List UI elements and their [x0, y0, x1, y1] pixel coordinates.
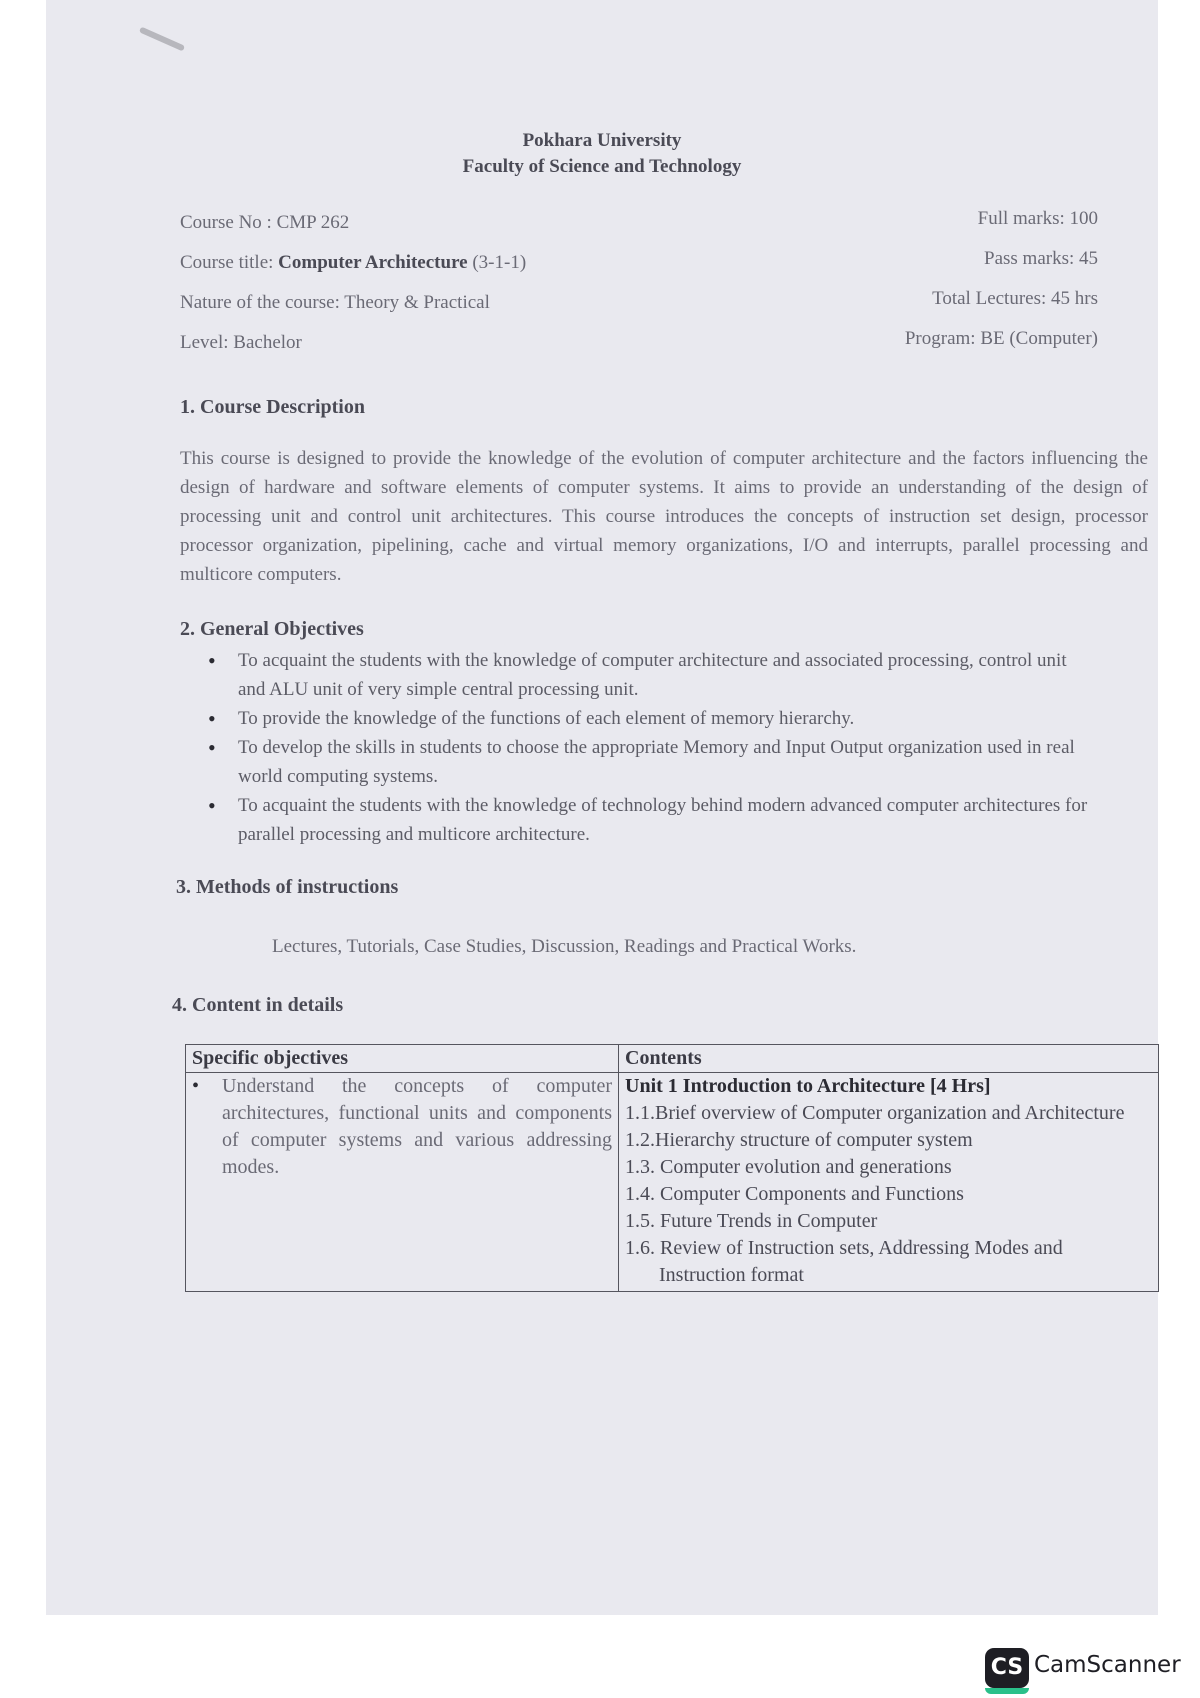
- content-heading: 4. Content in details: [172, 994, 344, 1016]
- topic-item: 1.2.Hierarchy structure of computer system: [625, 1129, 973, 1151]
- objective-item: • To provide the knowledge of the functions of each element of memory hierarchy.: [238, 704, 1098, 733]
- header-specific-objectives: Specific objectives: [186, 1045, 619, 1073]
- document-header: [46, 128, 1158, 180]
- objectives-list: [238, 646, 1098, 849]
- total-lectures: Total Lectures: 45 hrs: [932, 288, 1098, 309]
- course-number: Course No : CMP 262: [180, 212, 350, 233]
- content-table: [185, 1044, 1159, 1292]
- methods-heading: 3. Methods of instructions: [176, 876, 399, 898]
- topic-item: 1.1.Brief overview of Computer organization and Architecture: [625, 1102, 1125, 1124]
- university-name: Pokhara University: [522, 130, 682, 151]
- objective-text: Understand the concepts of computer architectures, functional units and components of computer systems and various addressing modes.: [222, 1075, 612, 1178]
- course-title-value: Computer Architecture: [278, 252, 468, 273]
- general-objectives-heading: 2. General Objectives: [180, 618, 364, 640]
- course-description-text: This course is designed to provide the knowledge of the evolution of computer architecture and the factors influencing the design of hardware and software elements of computer systems. It aims to provide an understanding of the design of processing unit and control unit architectures. This course introduces the concepts of instruction set design, processor processor organization, pipelining, cache and virtual memory organizations, I/O and interrupts, parallel processing and multicore computers.: [180, 448, 1148, 585]
- header-contents: Contents: [619, 1045, 1159, 1073]
- objective-item: • To acquaint the students with the knowledge of technology behind modern advanced computer architectures for parallel processing and multicore architecture.: [238, 791, 1098, 849]
- topic-item: 1.6. Review of Instruction sets, Addressing Modes and Instruction format: [625, 1237, 1063, 1286]
- course-nature: Nature of the course: Theory & Practical: [180, 292, 490, 313]
- course-title: [180, 252, 526, 274]
- course-title-credit: (3-1-1): [467, 252, 527, 273]
- objective-item: • To develop the skills in students to choose the appropriate Memory and Input Output organization used in real world computing systems.: [238, 733, 1098, 791]
- course-description-heading: 1. Course Description: [180, 396, 365, 418]
- topic-item: 1.5. Future Trends in Computer: [625, 1210, 878, 1232]
- camscanner-logo-icon: CS: [985, 1648, 1029, 1688]
- contents-cell: [619, 1073, 1159, 1292]
- topic-item: 1.3. Computer evolution and generations: [625, 1156, 952, 1178]
- scratch-mark: [139, 26, 185, 51]
- scanned-page: [46, 0, 1158, 1615]
- course-title-label: Course title:: [180, 252, 279, 273]
- full-marks: Full marks: 100: [977, 208, 1098, 229]
- table-header-row: [186, 1045, 1159, 1073]
- methods-text: Lectures, Tutorials, Case Studies, Discussion, Readings and Practical Works.: [272, 936, 857, 957]
- objective-cell: [186, 1073, 619, 1292]
- faculty-name: Faculty of Science and Technology: [462, 156, 742, 177]
- program: Program: BE (Computer): [904, 328, 1098, 349]
- table-row: [186, 1073, 1159, 1292]
- bullet: •: [192, 1075, 200, 1097]
- topic-item: 1.4. Computer Components and Functions: [625, 1183, 964, 1205]
- objective-item: • To acquaint the students with the knowledge of computer architecture and associated processing, control unit and ALU unit of very simple central processing unit.: [238, 646, 1098, 704]
- course-level: Level: Bachelor: [180, 332, 302, 353]
- unit-title: Unit 1 Introduction to Architecture [4 Hrs]: [625, 1075, 991, 1097]
- pass-marks: Pass marks: 45: [984, 248, 1098, 269]
- camscanner-name: CamScanner: [1034, 1652, 1181, 1678]
